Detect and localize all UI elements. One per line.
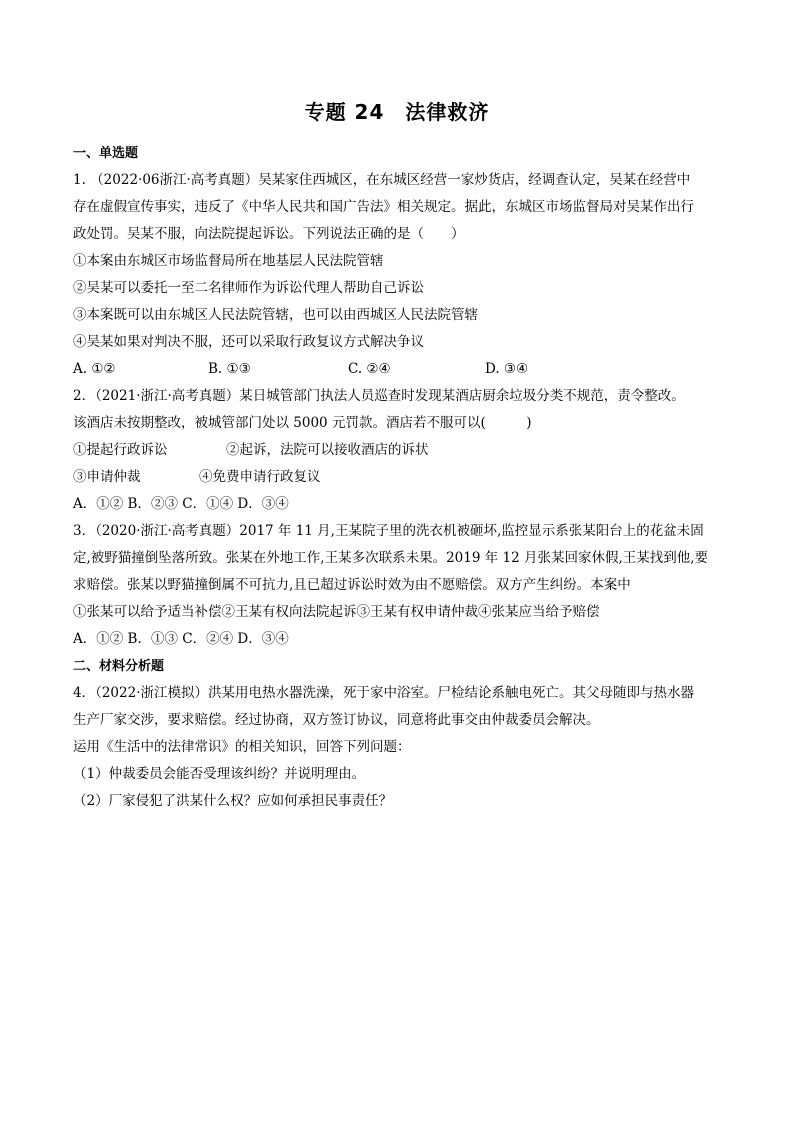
question-2 <box>73 383 723 518</box>
q3-items: ①张某可以给予适当补偿②王某有权向法院起诉③王某有权申请仲裁④张某应当给予赔偿 <box>73 604 600 620</box>
q1-option-d: D. ③④ <box>485 361 529 377</box>
q1-item-4: ④吴某如果对判决不服，还可以采取行政复议方式解决争议 <box>73 334 424 350</box>
q2-options: A．①② B．②③ C．①④ D．③④ <box>73 496 289 512</box>
q1-item-2: ②吴某可以委托一至二名律师作为诉讼代理人帮助自己诉讼 <box>73 280 424 296</box>
q1-item-3: ③本案既可以由东城区人民法院管辖，也可以由西城区人民法院管辖 <box>73 307 478 323</box>
question-3 <box>73 518 723 653</box>
q2-item-2: ②起诉，法院可以接收酒店的诉状 <box>226 442 429 458</box>
q3-stem-line-3: 求赔偿。张某以野猫撞倒属不可抗力,且已超过诉讼时效为由不愿赔偿。双方产生纠纷。本案中 <box>73 577 631 593</box>
q4-instruction: 运用《生活中的法律常识》的相关知识，回答下列问题： <box>73 739 411 755</box>
q3-options: A．①② B．①③ C．②④ D．③④ <box>73 631 289 647</box>
section-heading-single-choice: 一、单选题 <box>73 146 139 161</box>
q3-stem-line-2: 定,被野猫撞倒坠落所致。张某在外地工作,王某多次联系未果。2019 年 12 月张某回家休假,王某找到他,要 <box>73 550 709 566</box>
q2-item-1: ①提起行政诉讼 <box>73 442 168 458</box>
q4-stem-line-1: 4．（2022·浙江模拟）洪某用电热水器洗澡，死于家中浴室。尸检结论系触电死亡。其父母随即与热水器 <box>73 685 694 701</box>
q1-item-1: ①本案由东城区市场监督局所在地基层人民法院管辖 <box>73 253 384 269</box>
q3-stem-line-1: 3．（2020·浙江·高考真题）2017 年 11 月,王某院子里的洗衣机被砸坏,监控显示系张某阳台上的花盆未固 <box>73 523 704 539</box>
q2-item-4: ④免费申请行政复议 <box>199 469 321 485</box>
q4-sub-question-2: （2）厂家侵犯了洪某什么权？应如何承担民事责任？ <box>73 793 393 809</box>
q1-option-a: A. ①② <box>73 361 116 377</box>
q4-stem-line-2: 生产厂家交涉，要求赔偿。经过协商，双方签订协议，同意将此事交由仲裁委员会解决。 <box>73 712 600 728</box>
q1-stem-line-3: 政处罚。吴某不服，向法院提起诉讼。下列说法正确的是（ ） <box>73 226 465 242</box>
q1-stem-line-2: 存在虚假宣传事实，违反了《中华人民共和国广告法》相关规定。据此，东城区市场监督局对吴某作出行 <box>73 199 694 215</box>
page-title: 专题 24 法律救济 <box>304 100 490 124</box>
q1-stem-line-1: 1. （2022·06浙江·高考真题）吴某家住西城区，在东城区经营一家炒货店，经调查认定，吴某在经营中 <box>73 172 691 188</box>
question-1 <box>73 167 723 383</box>
q1-options <box>73 356 723 383</box>
q2-items-row-1 <box>73 437 723 464</box>
document-content <box>73 140 723 815</box>
q1-option-b: B. ①③ <box>208 361 251 377</box>
q2-stem-line-2: 该酒店未按期整改，被城管部门处以 5000 元罚款。酒店若不服可以( ) <box>73 415 532 431</box>
q2-item-3: ③申请仲裁 <box>73 469 141 485</box>
q1-option-c: C. ②④ <box>348 361 391 377</box>
q4-sub-question-1: （1）仲裁委员会能否受理该纠纷？并说明理由。 <box>73 766 366 782</box>
q2-items-row-2 <box>73 464 723 491</box>
question-4 <box>73 680 723 815</box>
q2-stem-line-1: 2．（2021·浙江·高考真题）某日城管部门执法人员巡查时发现某酒店厨余垃圾分类不规范，责令整改。 <box>73 388 685 404</box>
section-heading-material-analysis: 二、材料分析题 <box>73 659 165 674</box>
